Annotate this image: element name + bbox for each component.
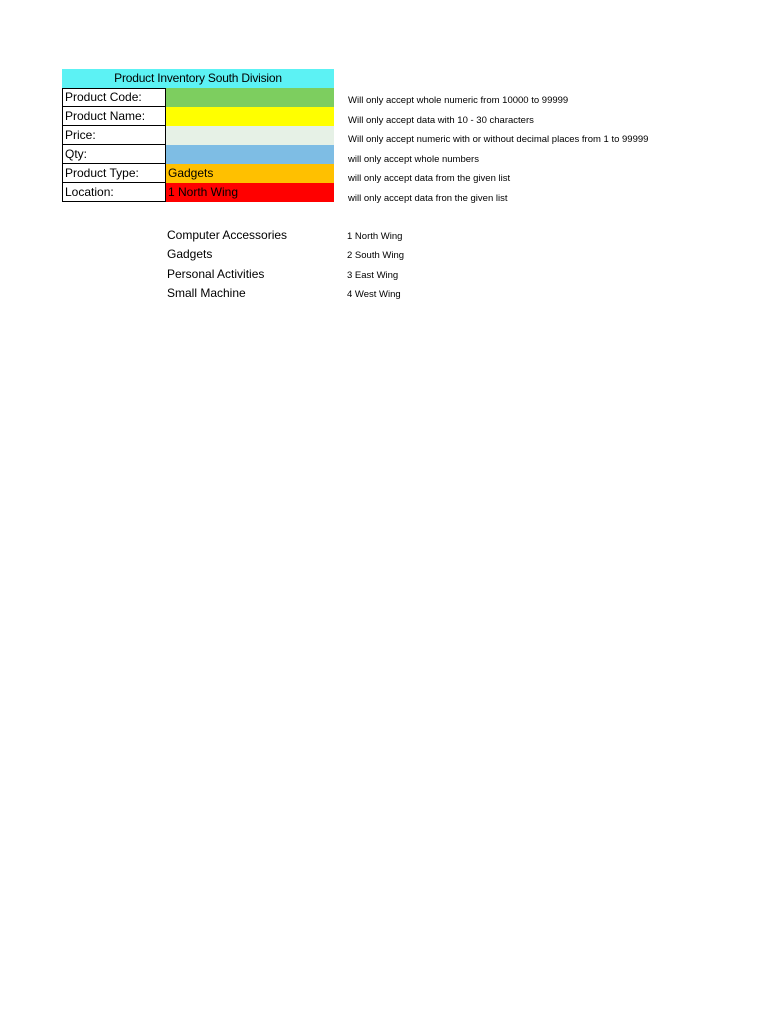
- qty-note: will only accept whole numbers: [348, 153, 479, 165]
- product-code-cell[interactable]: [166, 88, 334, 107]
- location-cell[interactable]: 1 North Wing: [166, 183, 334, 202]
- form-title: Product Inventory South Division: [62, 69, 334, 88]
- product-type-note: will only accept data from the given list: [348, 173, 511, 184]
- qty-cell[interactable]: [166, 145, 334, 164]
- validation-notes: [348, 91, 758, 208]
- product-type-item: Gadgets: [167, 247, 213, 262]
- price-cell[interactable]: [166, 126, 334, 145]
- qty-label: Qty:: [62, 145, 166, 164]
- product-code-row: [62, 88, 334, 107]
- product-type-cell[interactable]: Gadgets: [166, 164, 334, 183]
- product-type-item: Small Machine: [167, 285, 246, 300]
- price-row: [62, 126, 334, 145]
- location-item: 3 East Wing: [347, 269, 399, 281]
- product-code-note: Will only accept whole numeric from 10000 to 99999: [348, 95, 569, 106]
- product-name-row: [62, 107, 334, 126]
- location-row: [62, 183, 334, 202]
- location-note: will only accept data fron the given list: [348, 192, 508, 204]
- product-type-item: Computer Accessories: [167, 228, 288, 242]
- price-label: Price:: [62, 126, 166, 145]
- location-list: [347, 227, 487, 304]
- product-name-cell[interactable]: [166, 107, 334, 126]
- location-item: 4 West Wing: [347, 288, 401, 300]
- product-code-label: Product Code:: [62, 88, 166, 107]
- inventory-form: [62, 69, 334, 202]
- product-type-list: [167, 226, 337, 303]
- location-item: 1 North Wing: [347, 231, 403, 242]
- location-item: 2 South Wing: [347, 250, 405, 262]
- product-type-row: [62, 164, 334, 183]
- location-label: Location:: [62, 183, 166, 202]
- product-type-label: Product Type:: [62, 164, 166, 183]
- product-name-note: Will only accept data with 10 - 30 characters: [348, 114, 534, 126]
- product-type-item: Personal Activities: [167, 266, 265, 281]
- product-name-label: Product Name:: [62, 107, 166, 126]
- qty-row: [62, 145, 334, 164]
- price-note: Will only accept numeric with or without decimal places from 1 to 99999: [348, 134, 649, 145]
